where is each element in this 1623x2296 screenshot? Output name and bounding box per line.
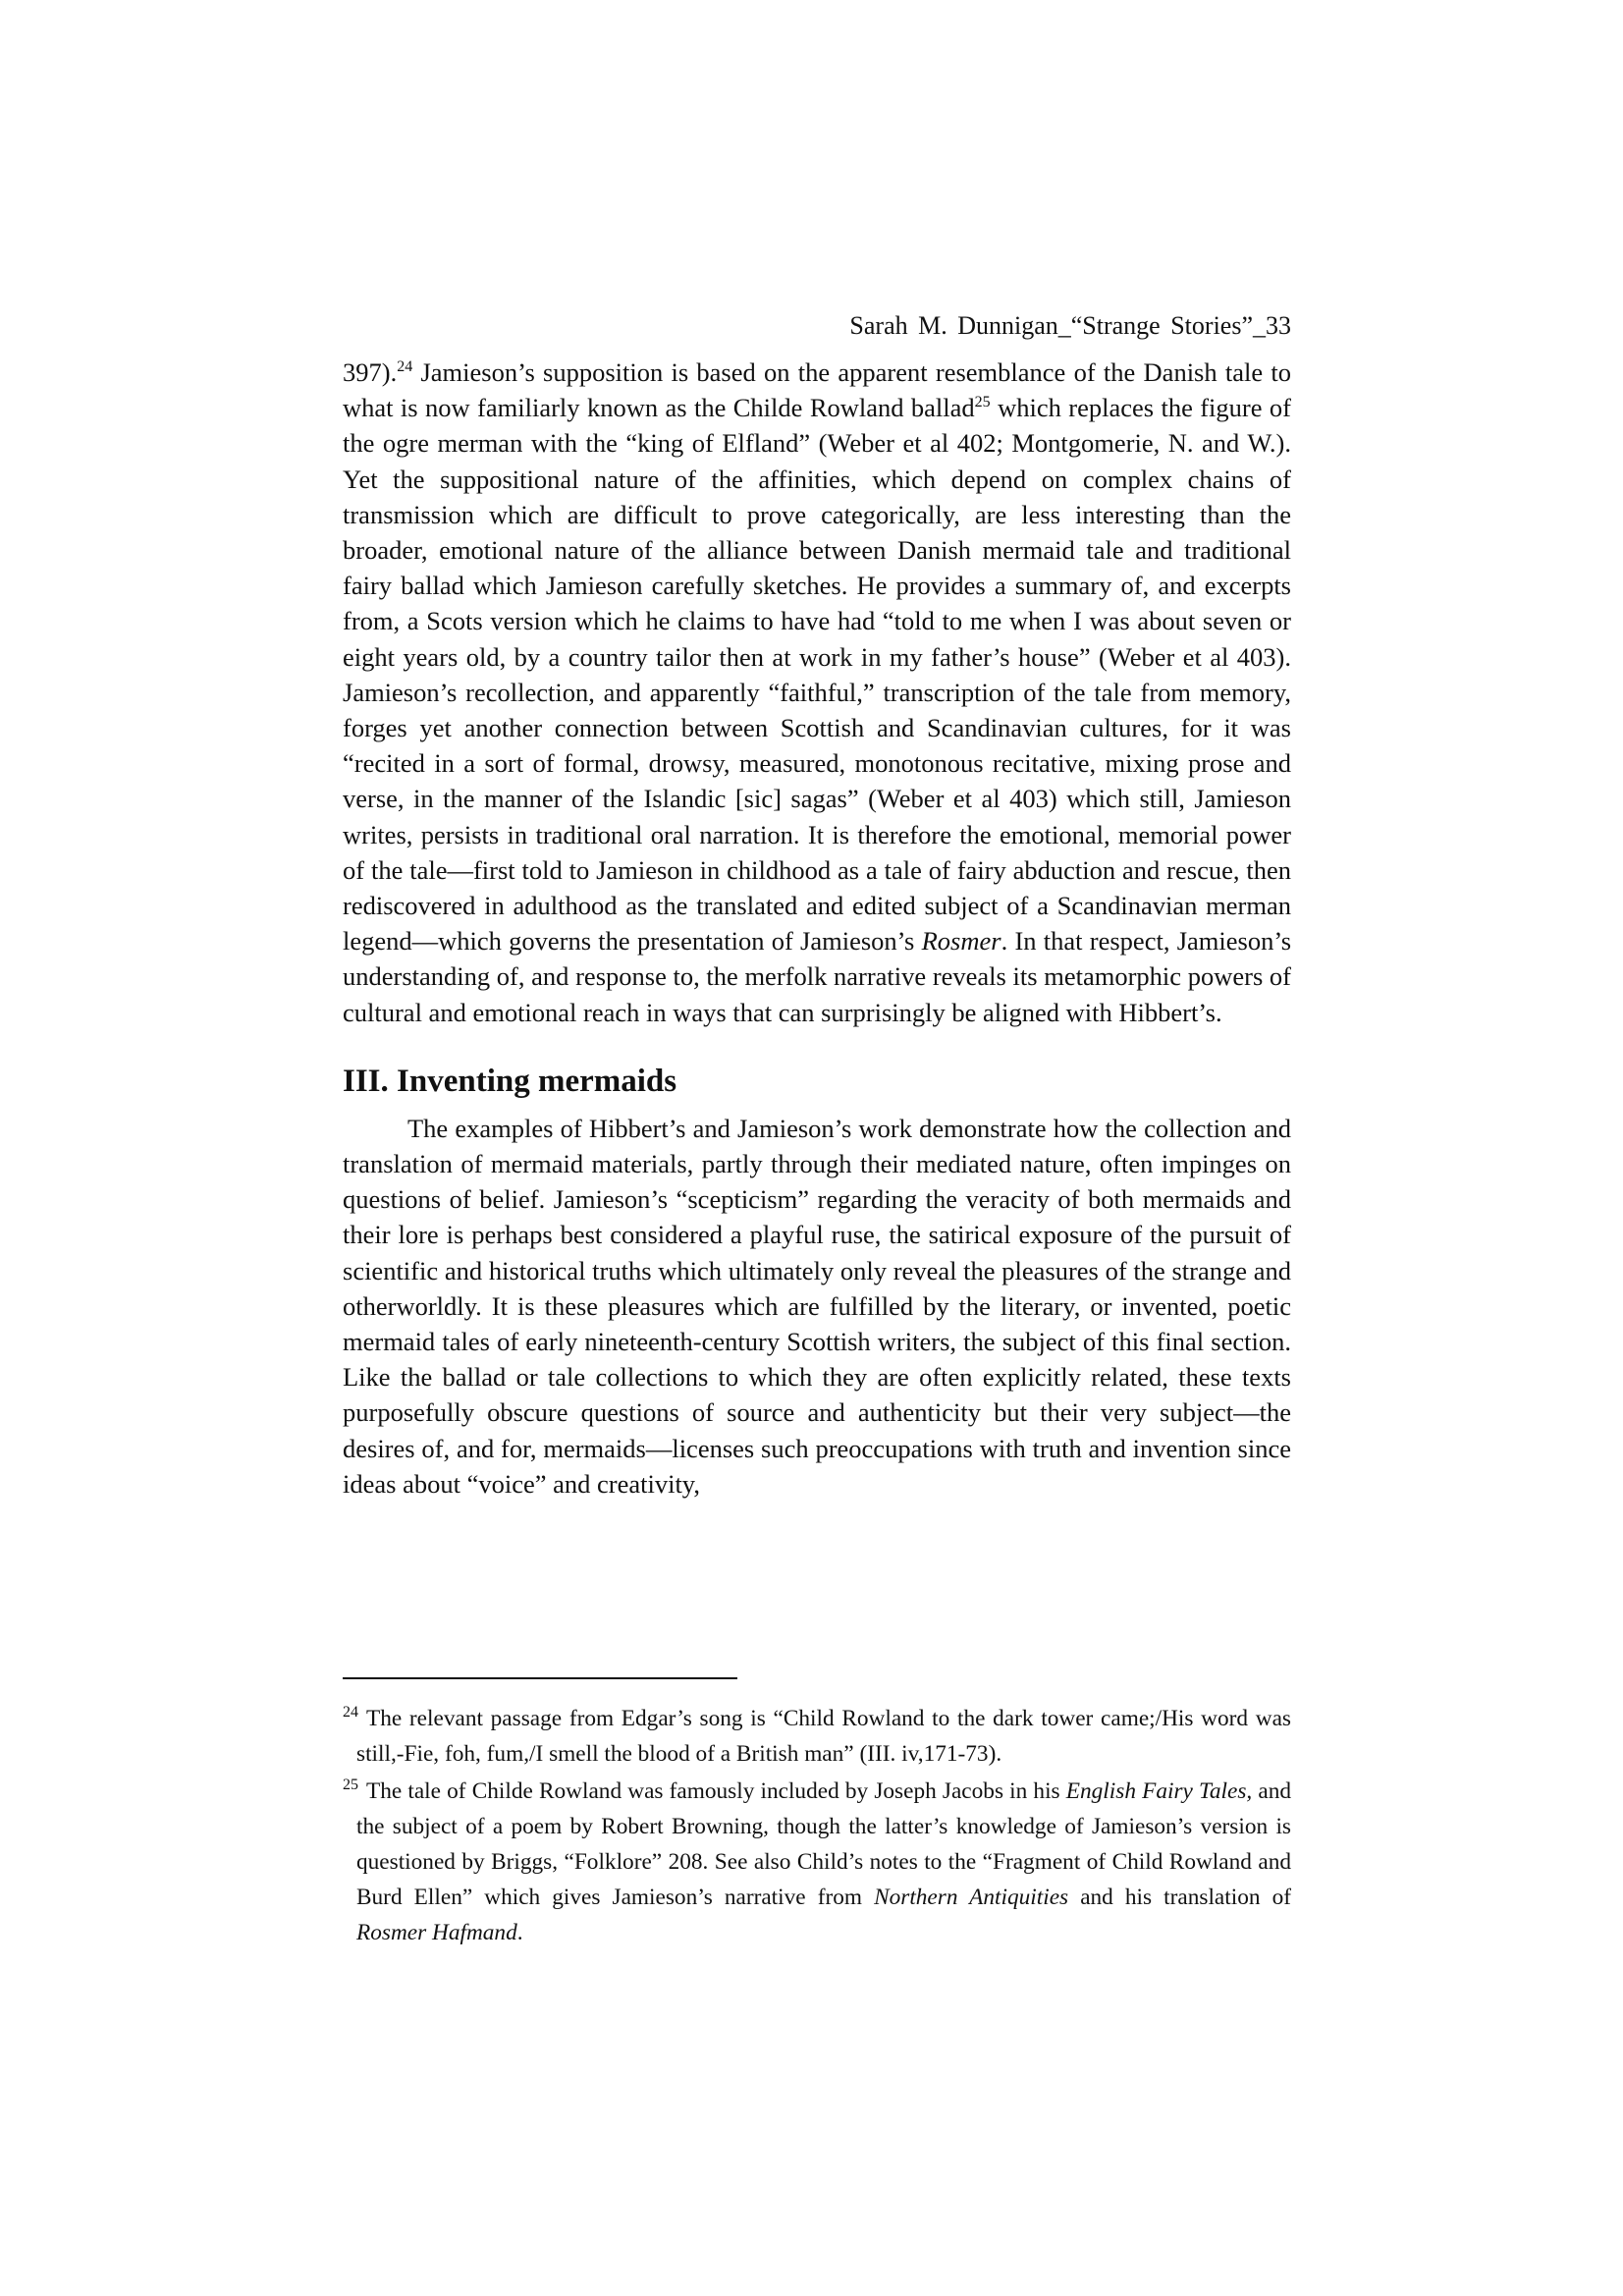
paragraph: The examples of Hibbert’s and Jamieson’s work demonstrate how the collection and translation of mermaid materials, partly through their mediated nature, often impinges on questions of belief. Jamieson’s “scepticism” regarding the veracity of both mermaids and their lore is perhaps best considered a playful ruse, the satirical exposure of the pursuit of scientific and historical truths which ultimately only reveal the pleasures of the strange and otherworldly. It is these pleasures which are fulfilled by the literary, or invented, poetic mermaid tales of early nineteenth-century Scottish writers, the subject of this final section. Like the ballad or tale collections to which they are often explicitly related, these texts purposefully obscure questions of source and authenticity but their very subject—the desires of, and for, mermaids—licenses such preoccupations with truth and invention since ideas about “voice” and creativity,: [343, 1113, 1291, 1499]
footnote-ref-25[interactable]: 25: [974, 394, 991, 411]
paragraph-text: Jamieson’s supposition is based on the apparent resemblance of the Danish tale to what is now familiarly known as the Childe Rowland ballad: [343, 357, 1291, 423]
footnote-text: and his translation of: [1068, 1885, 1291, 1910]
footnote-number: 25: [343, 1777, 358, 1794]
footnote-ref-24[interactable]: 24: [397, 358, 413, 376]
paragraph-continued: [343, 355, 1291, 1030]
italic-title: Rosmer: [921, 926, 1001, 957]
footnote-25: [343, 1774, 1291, 1950]
italic-title: English Fairy Tales,: [1065, 1778, 1253, 1804]
footnote-divider: [343, 1677, 737, 1679]
italic-title: Northern Antiquities: [874, 1885, 1069, 1910]
footnote-number: 24: [343, 1704, 358, 1722]
footnote-text: .: [516, 1920, 523, 1945]
footnote-text: The relevant passage from Edgar’s song is “Child Rowland to the dark tower came;/His word was still,-Fie, foh, fum,/I smell the blood of a British man” (III. iv,171-73).: [356, 1706, 1291, 1767]
running-head: Sarah M. Dunnigan_“Strange Stories”_33: [849, 311, 1291, 340]
footnote-text: The tale of Childe Rowland was famously included by Joseph Jacobs in his: [366, 1778, 1066, 1804]
footnotes: [343, 1677, 1291, 1952]
paragraph-text: 397).: [343, 357, 398, 387]
section-heading: III. Inventing mermaids: [343, 1063, 677, 1099]
main-text: [343, 355, 1291, 1502]
footnote-24: [343, 1701, 1291, 1772]
paragraph-text: which replaces the figure of the ogre merman with the “king of Elfland” (Weber et al 402; Montgomerie, N. and W.). Yet the suppositional nature of the affinities, which depend on complex chains of transmission which are difficult to prove categorically, are less interesting than the broader, emotional nature of the alliance between Danish mermaid tale and traditional fairy ballad which Jamieson carefully sketches. He provides a summary of, and excerpts from, a Scots version which he claims to have had “told to me when I was about seven or eight years old, by a country tailor then at work in my father’s house” (Weber et al 403). Jamieson’s recollection, and apparently “faithful,” transcription of the tale from memory, forges yet another connection between Scottish and Scandinavian cultures, for it was “recited in a sort of formal, drowsy, measured, monotonous recitative, mixing prose and verse, in the manner of the Islandic [sic] sagas” (Weber et al 403) which still, Jamieson writes, persists in traditional oral narration. It is therefore the emotional, memorial power of the tale—first told to Jamieson in childhood as a tale of fairy abduction and rescue, then rediscovered in adulthood as the translated and edited subject of a Scandinavian merman legend—which governs the presentation of Jamieson’s: [343, 393, 1291, 957]
footnote-text: and the subject of a poem by Robert Browning, though the latter’s knowledge of Jamieson’s version is questioned by Briggs, “Folklore” 208. See also Child’s notes to the “Fragment of Child Rowland and Burd Ellen” which gives Jamieson’s narrative from: [356, 1778, 1291, 1910]
italic-title: Rosmer Hafmand: [356, 1920, 517, 1945]
paragraph-text: . In that respect, Jamieson’s understanding of, and response to, the merfolk narrative reveals its metamorphic powers of cultural and emotional reach in ways that can surprisingly be aligned with Hibbert’s.: [343, 926, 1292, 1027]
